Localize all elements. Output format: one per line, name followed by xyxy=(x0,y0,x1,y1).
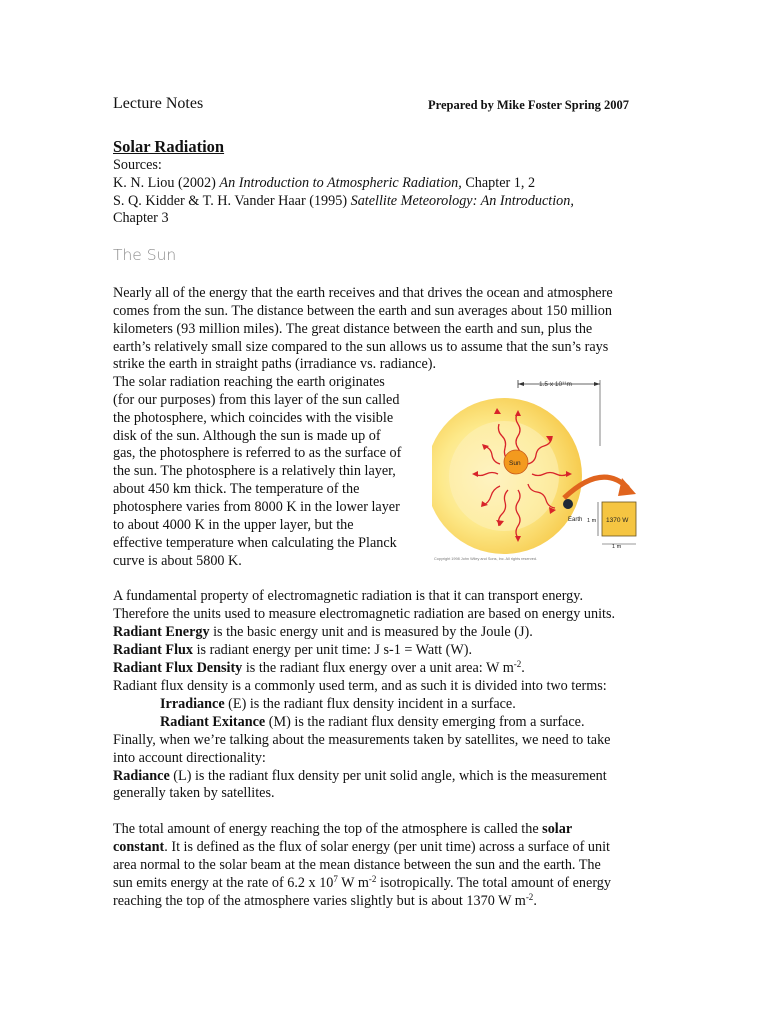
para2-line: gas, the photosphere is referred to as the surface of xyxy=(113,445,402,461)
page-title: Solar Radiation xyxy=(113,137,225,156)
sun-label: Sun xyxy=(509,460,521,467)
distance-label: 1.5 x 10¹¹m xyxy=(539,381,572,388)
para1-line: Nearly all of the energy that the earth receives and that drives the ocean and atmosphere xyxy=(113,285,613,301)
para3-line: Radiant flux density is a commonly used term, and as such it is divided into two terms: xyxy=(113,678,607,694)
earth-dot xyxy=(563,499,573,509)
para2-line: curve is about 5800 K. xyxy=(113,553,242,569)
source-ref-2: S. Q. Kidder & T. H. Vander Haar (1995) Satellite Meteorology: An Introduction, xyxy=(113,193,574,209)
para4-line: The total amount of energy reaching the top of the atmosphere is called the solar xyxy=(113,821,573,837)
para2-line: effective temperature when calculating the Planck xyxy=(113,535,397,551)
header-left: Lecture Notes xyxy=(113,95,204,112)
para1-line: kilometers (93 million miles). The great distance between the earth and sun, plus the xyxy=(113,321,593,337)
para3-line: generally taken by satellites. xyxy=(113,785,275,801)
side-label: 1 m xyxy=(587,518,597,524)
para3-line: into account directionality: xyxy=(113,750,266,766)
para3-line: Therefore the units used to measure electromagnetic radiation are based on energy units. xyxy=(113,606,616,622)
section-heading-sun: The Sun xyxy=(113,246,177,264)
flux-label: 1370 W xyxy=(606,517,629,524)
para4-line: sun emits energy at the rate of 6.2 x $10^7$ W $m^{-2}$ isotropically. The total amount of energy xyxy=(113,874,611,891)
bottom-label: 1 m xyxy=(612,544,622,550)
para1-line: comes from the sun. The distance between the earth and sun averages about 150 million xyxy=(113,303,612,319)
header-right: Prepared by Mike Foster Spring 2007 xyxy=(428,98,630,112)
definition-radiant-flux-density: Radiant Flux Density is the radiant flux energy over a unit area: W $m^{-2}$. xyxy=(113,659,525,676)
sources-label: Sources: xyxy=(113,157,162,173)
para3-line: Finally, when we’re talking about the measurements taken by satellites, we need to take xyxy=(113,732,611,748)
definition-irradiance: Irradiance (E) is the radiant flux density incident in a surface. xyxy=(160,696,516,712)
para1-line: earth’s relatively small size compared to the sun allows us to assume that the sun’s rays xyxy=(113,339,609,355)
para4-line: constant. It is defined as the flux of solar energy (per unit time) across a surface of unit xyxy=(113,839,610,855)
para2-line: the sun. The photosphere is a relatively thin layer, xyxy=(113,463,396,479)
source-ref-1: K. N. Liou (2002) An Introduction to Atmospheric Radiation, Chapter 1, 2 xyxy=(113,175,536,191)
para3-line: A fundamental property of electromagnetic radiation is that it can transport energy. xyxy=(113,588,583,604)
figure-copyright: Copyright 1998 John Wiley and Sons, Inc. All rights reserved. xyxy=(434,557,537,561)
definition-radiant-exitance: Radiant Exitance (M) is the radiant flux density emerging from a surface. xyxy=(160,714,585,730)
source-ref-2-cont: Chapter 3 xyxy=(113,210,169,226)
earth-label: Earth xyxy=(568,517,583,523)
para2-line: about 450 km thick. The temperature of the xyxy=(113,481,360,497)
sun-earth-figure xyxy=(432,376,646,566)
para2-line: The solar radiation reaching the earth originates xyxy=(113,374,385,390)
definition-radiant-flux: Radiant Flux is radiant energy per unit time: J s-1 = Watt (W). xyxy=(113,642,473,658)
para2-line: disk of the sun. Although the sun is made up of xyxy=(113,428,381,444)
para2-line: photosphere varies from 8000 K in the lower layer xyxy=(113,499,400,515)
definition-radiant-energy: Radiant Energy is the basic energy unit and is measured by the Joule (J). xyxy=(113,624,533,640)
para1-line: strike the earth in straight paths (irradiance vs. radiance). xyxy=(113,356,437,372)
para2-line: to about 4000 K in the upper layer, but the xyxy=(113,517,354,533)
para2-line: (for our purposes) from this layer of the sun called xyxy=(113,392,400,408)
definition-radiance: Radiance (L) is the radiant flux density per unit solid angle, which is the measurement xyxy=(113,768,607,784)
para4-line: area normal to the solar beam at the mean distance between the sun and the earth. The xyxy=(113,857,601,873)
para2-line: the photosphere, which coincides with the visible xyxy=(113,410,394,426)
para4-line: reaching the top of the atmosphere varies slightly but is about 1370 W $m^{-2}$. xyxy=(113,892,537,909)
